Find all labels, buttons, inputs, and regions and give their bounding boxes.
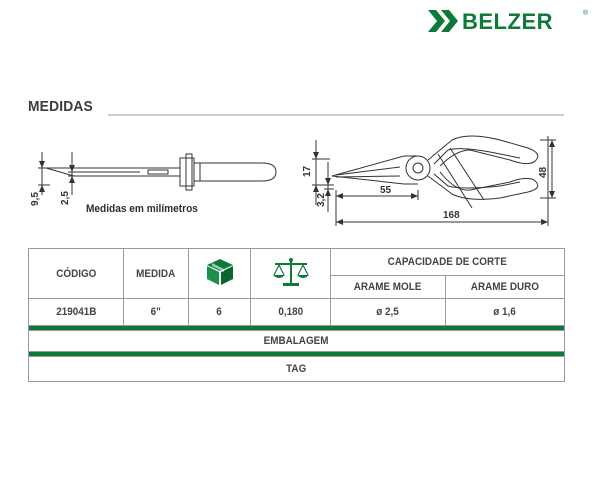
spec-table: [28, 248, 565, 382]
header-peso-icon: [251, 249, 331, 299]
header-arame-duro: ARAME DURO: [446, 276, 565, 299]
measurement-note: Medidas em milímetros: [86, 203, 198, 215]
dimension-label-2-5: 2,5: [60, 191, 71, 205]
dimension-label-17: 17: [302, 165, 313, 177]
side-view-drawing: [38, 152, 276, 195]
table-header-row: [29, 249, 565, 276]
embalagem-row: [29, 331, 565, 352]
header-medida: MEDIDA: [124, 249, 189, 299]
top-view-drawing: [312, 136, 556, 226]
cell-codigo: 219041B: [29, 299, 124, 326]
dimension-label-55: 55: [380, 185, 392, 196]
table-row: [29, 299, 565, 326]
dimension-label-168: 168: [443, 210, 460, 221]
header-arame-mole: ARAME MOLE: [331, 276, 446, 299]
embalagem-label: EMBALAGEM: [29, 331, 565, 352]
tag-label: TAG: [29, 357, 565, 382]
box-icon: [205, 257, 235, 287]
registered-mark: ®: [583, 10, 589, 17]
dimension-label-48: 48: [538, 166, 549, 178]
header-capacidade-corte: CAPACIDADE DE CORTE: [331, 249, 565, 276]
cell-medida: 6": [124, 299, 189, 326]
pliers-technical-drawing: [0, 115, 600, 240]
section-title: MEDIDAS: [28, 98, 93, 115]
cell-arame-mole: ø 2,5: [331, 299, 446, 326]
cell-peso: 0,180: [251, 299, 331, 326]
header-codigo: CÓDIGO: [29, 249, 124, 299]
cell-arame-duro: ø 1,6: [446, 299, 565, 326]
dimension-label-9-5: 9,5: [30, 192, 41, 206]
tag-row: [29, 357, 565, 382]
dimension-label-3-2: 3,2: [316, 193, 327, 207]
chevron-logo-icon: [428, 10, 458, 32]
scale-icon: [271, 256, 311, 288]
brand-name: BELZER: [462, 9, 553, 34]
cell-embalagem-qtd: 6: [189, 299, 251, 326]
header-embalagem-icon: [189, 249, 251, 299]
